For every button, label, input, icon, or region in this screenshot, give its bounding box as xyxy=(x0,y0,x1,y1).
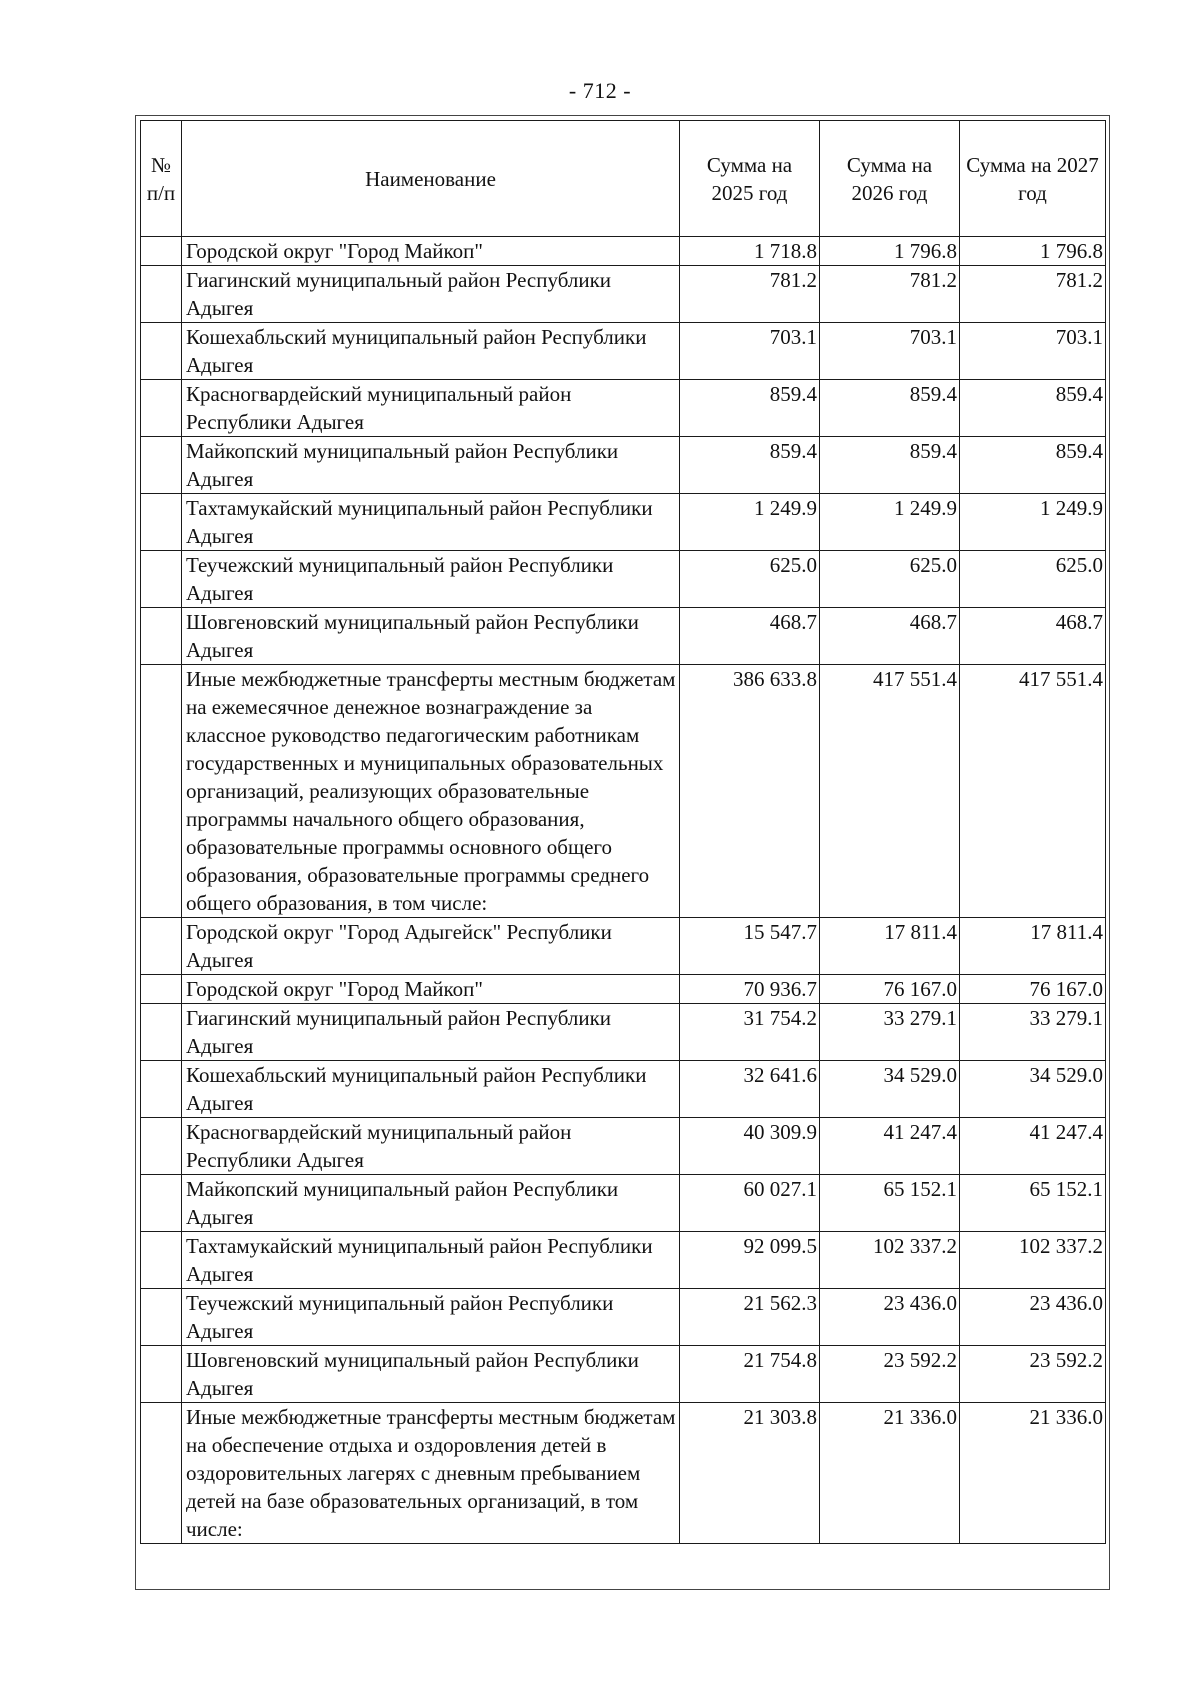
amount-cell-2025: 468.7 xyxy=(680,608,820,665)
table-row xyxy=(141,665,1106,918)
table-row xyxy=(141,918,1106,975)
table-row xyxy=(141,1118,1106,1175)
amount-cell-2026: 417 551.4 xyxy=(820,665,960,918)
amount-cell-2025: 31 754.2 xyxy=(680,1004,820,1061)
amount-cell-2027: 1 249.9 xyxy=(960,494,1106,551)
amount-cell-2025: 859.4 xyxy=(680,380,820,437)
amount-cell-2027: 1 796.8 xyxy=(960,237,1106,266)
amount-cell-2025: 40 309.9 xyxy=(680,1118,820,1175)
amount-cell-2025: 1 718.8 xyxy=(680,237,820,266)
row-number-cell xyxy=(141,237,182,266)
amount-cell-2026: 23 592.2 xyxy=(820,1346,960,1403)
row-name-cell: Иные межбюджетные трансферты местным бюджетам на обеспечение отдыха и оздоровления детей в оздоровительных лагерях с дневным пребыванием детей на базе образовательных организаций, в том числе: xyxy=(182,1403,680,1544)
row-number-cell xyxy=(141,551,182,608)
amount-cell-2026: 1 249.9 xyxy=(820,494,960,551)
row-name-cell: Красногвардейский муниципальный район Республики Адыгея xyxy=(182,1118,680,1175)
table-row xyxy=(141,551,1106,608)
row-name-cell: Шовгеновский муниципальный район Республики Адыгея xyxy=(182,1346,680,1403)
amount-cell-2025: 15 547.7 xyxy=(680,918,820,975)
row-name-cell: Кошехабльский муниципальный район Республики Адыгея xyxy=(182,323,680,380)
amount-cell-2025: 781.2 xyxy=(680,266,820,323)
row-number-cell xyxy=(141,975,182,1004)
row-number-cell xyxy=(141,323,182,380)
amount-cell-2027: 703.1 xyxy=(960,323,1106,380)
row-name-cell: Теучежский муниципальный район Республики Адыгея xyxy=(182,551,680,608)
row-number-cell xyxy=(141,266,182,323)
amount-cell-2025: 859.4 xyxy=(680,437,820,494)
row-name-cell: Гиагинский муниципальный район Республики Адыгея xyxy=(182,266,680,323)
budget-table xyxy=(140,120,1106,1544)
amount-cell-2026: 625.0 xyxy=(820,551,960,608)
header-num: № п/п xyxy=(141,121,182,237)
row-name-cell: Шовгеновский муниципальный район Республики Адыгея xyxy=(182,608,680,665)
row-name-cell: Майкопский муниципальный район Республики Адыгея xyxy=(182,437,680,494)
amount-cell-2026: 21 336.0 xyxy=(820,1403,960,1544)
amount-cell-2026: 859.4 xyxy=(820,380,960,437)
amount-cell-2026: 33 279.1 xyxy=(820,1004,960,1061)
amount-cell-2027: 468.7 xyxy=(960,608,1106,665)
amount-cell-2026: 102 337.2 xyxy=(820,1232,960,1289)
row-number-cell xyxy=(141,1004,182,1061)
row-name-cell: Теучежский муниципальный район Республики Адыгея xyxy=(182,1289,680,1346)
amount-cell-2027: 65 152.1 xyxy=(960,1175,1106,1232)
row-name-cell: Иные межбюджетные трансферты местным бюджетам на ежемесячное денежное вознаграждение за классное руководство педагогическим работникам государственных и муниципальных образовательных организаций, реализующих образовательные программы начального общего образования, образовательные программы основного общего образования, образовательные программы среднего общего образования, в том числе: xyxy=(182,665,680,918)
amount-cell-2027: 34 529.0 xyxy=(960,1061,1106,1118)
row-number-cell xyxy=(141,665,182,918)
table-row xyxy=(141,1232,1106,1289)
row-number-cell xyxy=(141,608,182,665)
row-number-cell xyxy=(141,918,182,975)
amount-cell-2027: 859.4 xyxy=(960,380,1106,437)
row-name-cell: Тахтамукайский муниципальный район Республики Адыгея xyxy=(182,1232,680,1289)
table-row xyxy=(141,1004,1106,1061)
row-name-cell: Гиагинский муниципальный район Республики Адыгея xyxy=(182,1004,680,1061)
row-name-cell: Городской округ "Город Майкоп" xyxy=(182,975,680,1004)
row-number-cell xyxy=(141,1403,182,1544)
amount-cell-2025: 703.1 xyxy=(680,323,820,380)
row-name-cell: Майкопский муниципальный район Республики Адыгея xyxy=(182,1175,680,1232)
amount-cell-2026: 41 247.4 xyxy=(820,1118,960,1175)
table-row xyxy=(141,1289,1106,1346)
row-name-cell: Красногвардейский муниципальный район Республики Адыгея xyxy=(182,380,680,437)
row-number-cell xyxy=(141,1289,182,1346)
header-name: Наименование xyxy=(182,121,680,237)
header-2027: Сумма на 2027 год xyxy=(960,121,1106,237)
row-name-cell: Кошехабльский муниципальный район Республики Адыгея xyxy=(182,1061,680,1118)
header-2025: Сумма на 2025 год xyxy=(680,121,820,237)
row-name-cell: Городской округ "Город Адыгейск" Республики Адыгея xyxy=(182,918,680,975)
amount-cell-2027: 23 592.2 xyxy=(960,1346,1106,1403)
amount-cell-2026: 76 167.0 xyxy=(820,975,960,1004)
amount-cell-2027: 625.0 xyxy=(960,551,1106,608)
table-row xyxy=(141,323,1106,380)
row-number-cell xyxy=(141,1118,182,1175)
amount-cell-2025: 625.0 xyxy=(680,551,820,608)
amount-cell-2025: 21 754.8 xyxy=(680,1346,820,1403)
amount-cell-2026: 859.4 xyxy=(820,437,960,494)
page-number: - 712 - xyxy=(568,78,632,103)
amount-cell-2027: 102 337.2 xyxy=(960,1232,1106,1289)
amount-cell-2025: 60 027.1 xyxy=(680,1175,820,1232)
amount-cell-2027: 33 279.1 xyxy=(960,1004,1106,1061)
table-row xyxy=(141,1403,1106,1544)
amount-cell-2027: 17 811.4 xyxy=(960,918,1106,975)
amount-cell-2025: 32 641.6 xyxy=(680,1061,820,1118)
row-number-cell xyxy=(141,380,182,437)
row-number-cell xyxy=(141,1061,182,1118)
amount-cell-2025: 92 099.5 xyxy=(680,1232,820,1289)
amount-cell-2026: 34 529.0 xyxy=(820,1061,960,1118)
amount-cell-2026: 23 436.0 xyxy=(820,1289,960,1346)
amount-cell-2026: 17 811.4 xyxy=(820,918,960,975)
row-number-cell xyxy=(141,1232,182,1289)
row-number-cell xyxy=(141,494,182,551)
table-row xyxy=(141,975,1106,1004)
amount-cell-2025: 21 562.3 xyxy=(680,1289,820,1346)
table-row xyxy=(141,437,1106,494)
amount-cell-2026: 1 796.8 xyxy=(820,237,960,266)
table-row xyxy=(141,1175,1106,1232)
table-header-row xyxy=(141,121,1106,237)
table-body xyxy=(141,237,1106,1544)
amount-cell-2026: 703.1 xyxy=(820,323,960,380)
table-row xyxy=(141,1346,1106,1403)
amount-cell-2027: 23 436.0 xyxy=(960,1289,1106,1346)
amount-cell-2027: 21 336.0 xyxy=(960,1403,1106,1544)
amount-cell-2026: 468.7 xyxy=(820,608,960,665)
amount-cell-2027: 781.2 xyxy=(960,266,1106,323)
amount-cell-2026: 781.2 xyxy=(820,266,960,323)
amount-cell-2025: 1 249.9 xyxy=(680,494,820,551)
row-name-cell: Городской округ "Город Майкоп" xyxy=(182,237,680,266)
table-row xyxy=(141,237,1106,266)
row-name-cell: Тахтамукайский муниципальный район Республики Адыгея xyxy=(182,494,680,551)
header-2026: Сумма на 2026 год xyxy=(820,121,960,237)
amount-cell-2027: 41 247.4 xyxy=(960,1118,1106,1175)
table-row xyxy=(141,266,1106,323)
row-number-cell xyxy=(141,437,182,494)
amount-cell-2025: 386 633.8 xyxy=(680,665,820,918)
amount-cell-2025: 70 936.7 xyxy=(680,975,820,1004)
amount-cell-2025: 21 303.8 xyxy=(680,1403,820,1544)
table-row xyxy=(141,1061,1106,1118)
amount-cell-2027: 859.4 xyxy=(960,437,1106,494)
table-row xyxy=(141,608,1106,665)
row-number-cell xyxy=(141,1175,182,1232)
amount-cell-2027: 76 167.0 xyxy=(960,975,1106,1004)
amount-cell-2027: 417 551.4 xyxy=(960,665,1106,918)
table-row xyxy=(141,380,1106,437)
table-row xyxy=(141,494,1106,551)
row-number-cell xyxy=(141,1346,182,1403)
amount-cell-2026: 65 152.1 xyxy=(820,1175,960,1232)
